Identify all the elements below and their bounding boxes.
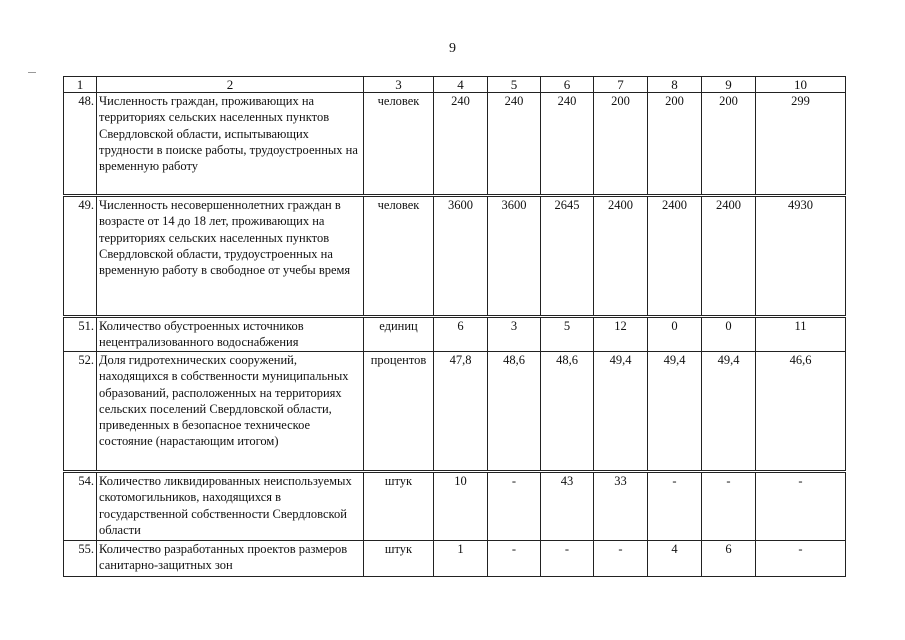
page-number: 9: [449, 41, 456, 56]
value-cell: 46,6: [756, 352, 846, 472]
value-cell: 0: [648, 317, 702, 352]
row-number: 52.: [64, 352, 97, 472]
value-cell: 49,4: [648, 352, 702, 472]
table-row: [64, 352, 846, 472]
value-cell: 11: [756, 317, 846, 352]
value-cell: 1: [434, 541, 488, 577]
indicator-name: Количество обустроенных источников нецентрализованного водоснабжения: [97, 317, 364, 352]
value-cell: -: [541, 541, 594, 577]
value-cell: 47,8: [434, 352, 488, 472]
column-header: 8: [648, 77, 702, 93]
table-row: [64, 472, 846, 541]
row-number: 51.: [64, 317, 97, 352]
value-cell: 33: [594, 472, 648, 541]
column-header: 6: [541, 77, 594, 93]
scan-mark: [28, 72, 36, 73]
column-header: 10: [756, 77, 846, 93]
value-cell: -: [756, 541, 846, 577]
value-cell: 10: [434, 472, 488, 541]
value-cell: 43: [541, 472, 594, 541]
value-cell: 4930: [756, 196, 846, 317]
value-cell: 240: [434, 93, 488, 196]
unit-cell: штук: [364, 472, 434, 541]
unit-cell: единиц: [364, 317, 434, 352]
value-cell: -: [756, 472, 846, 541]
value-cell: 200: [648, 93, 702, 196]
unit-cell: человек: [364, 93, 434, 196]
indicator-name: Численность граждан, проживающих на территориях сельских населенных пунктов Свердловской области, испытывающих трудности в поиске работы, трудоустроенных на временную работу: [97, 93, 364, 196]
indicator-name: Доля гидротехнических сооружений, находящихся в собственности муниципальных образований, расположенных на территориях сельских поселений Свердловской области, приведенных в безопасное техническое состояние (нарастающим итогом): [97, 352, 364, 472]
indicator-name: Численность несовершеннолетних граждан в возрасте от 14 до 18 лет, проживающих на территориях сельских населенных пунктов Свердловской области, трудоустроенных на временную работу в свободное от учебы время: [97, 196, 364, 317]
row-number: 48.: [64, 93, 97, 196]
row-number: 49.: [64, 196, 97, 317]
table-row: [64, 196, 846, 317]
value-cell: 2400: [594, 196, 648, 317]
value-cell: 299: [756, 93, 846, 196]
table-row: [64, 93, 846, 196]
value-cell: -: [488, 541, 541, 577]
column-header: 2: [97, 77, 364, 93]
value-cell: 3600: [434, 196, 488, 317]
value-cell: -: [488, 472, 541, 541]
column-header: 1: [64, 77, 97, 93]
value-cell: 2645: [541, 196, 594, 317]
value-cell: 5: [541, 317, 594, 352]
unit-cell: процентов: [364, 352, 434, 472]
value-cell: -: [702, 472, 756, 541]
value-cell: 0: [702, 317, 756, 352]
column-header: 9: [702, 77, 756, 93]
value-cell: -: [648, 472, 702, 541]
value-cell: 200: [594, 93, 648, 196]
value-cell: 48,6: [541, 352, 594, 472]
value-cell: 3600: [488, 196, 541, 317]
column-header: 3: [364, 77, 434, 93]
value-cell: 3: [488, 317, 541, 352]
row-number: 54.: [64, 472, 97, 541]
column-number-row: [64, 77, 846, 93]
unit-cell: человек: [364, 196, 434, 317]
value-cell: 48,6: [488, 352, 541, 472]
column-header: 4: [434, 77, 488, 93]
indicator-name: Количество ликвидированных неиспользуемых скотомогильников, находящихся в государственной собственности Свердловской области: [97, 472, 364, 541]
value-cell: 200: [702, 93, 756, 196]
value-cell: 12: [594, 317, 648, 352]
value-cell: -: [594, 541, 648, 577]
value-cell: 4: [648, 541, 702, 577]
value-cell: 240: [488, 93, 541, 196]
value-cell: 6: [434, 317, 488, 352]
table-row: [64, 541, 846, 577]
table-row: [64, 317, 846, 352]
value-cell: 49,4: [702, 352, 756, 472]
column-header: 5: [488, 77, 541, 93]
value-cell: 2400: [648, 196, 702, 317]
unit-cell: штук: [364, 541, 434, 577]
value-cell: 49,4: [594, 352, 648, 472]
indicators-table: [63, 76, 846, 577]
value-cell: 6: [702, 541, 756, 577]
value-cell: 2400: [702, 196, 756, 317]
row-number: 55.: [64, 541, 97, 577]
indicator-name: Количество разработанных проектов размеров санитарно-защитных зон: [97, 541, 364, 577]
value-cell: 240: [541, 93, 594, 196]
column-header: 7: [594, 77, 648, 93]
